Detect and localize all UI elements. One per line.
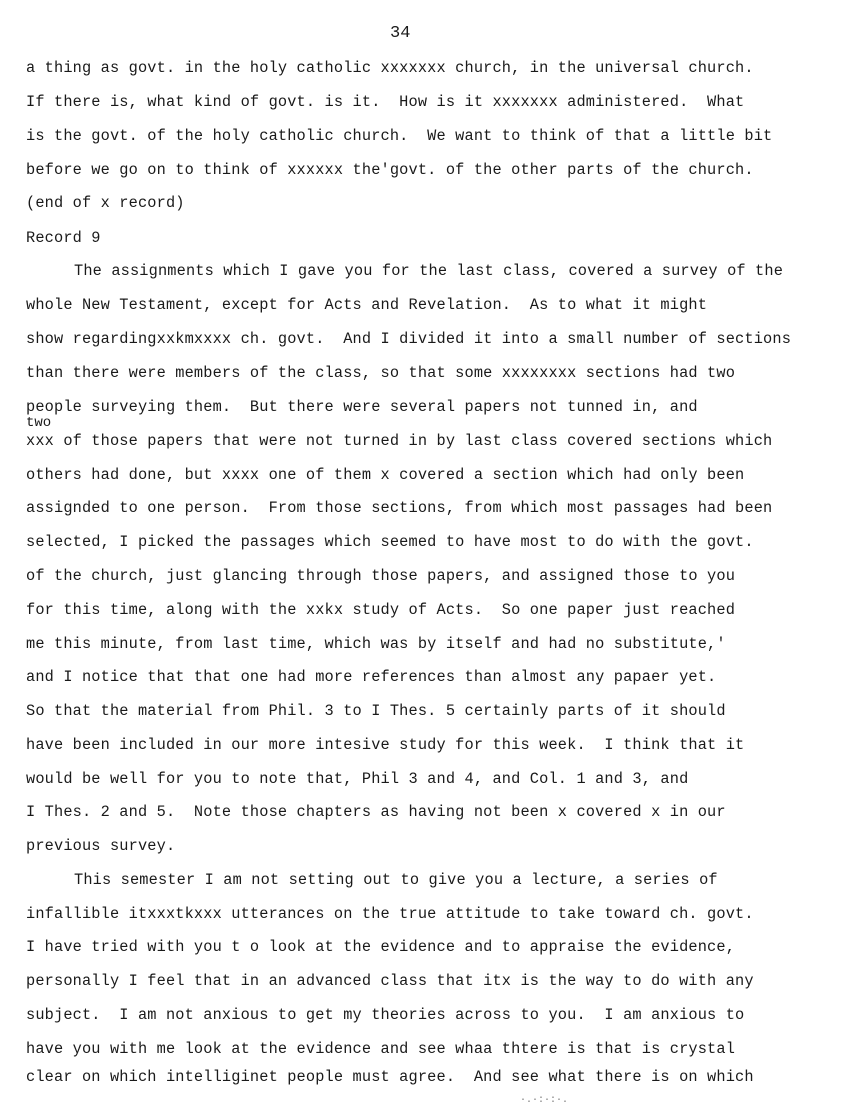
text-line: subject. I am not anxious to get my theories across to you. I am anxious to <box>26 1006 745 1024</box>
text-line: would be well for you to note that, Phil 3 and 4, and Col. 1 and 3, and <box>26 770 689 788</box>
scan-artifact: ·.·:·:·. <box>520 1095 569 1106</box>
text-line: clear on which intelliginet people must agree. And see what there is on which <box>26 1068 754 1086</box>
text-line: previous survey. <box>26 837 176 855</box>
text-line: personally I feel that in an advanced class that itx is the way to do with any <box>26 972 754 990</box>
text-line: me this minute, from last time, which was by itself and had no substitute,' <box>26 635 726 653</box>
text-line: people surveying them. But there were several papers not tunned in, and <box>26 398 698 416</box>
text-line: assignded to one person. From those sections, from which most passages had been <box>26 499 773 517</box>
text-line: (end of x record) <box>26 194 185 212</box>
page-number: 34 <box>390 24 411 43</box>
interlinear-insertion: two <box>26 415 52 431</box>
text-line: whole New Testament, except for Acts and Revelation. As to what it might <box>26 296 708 314</box>
text-line: I Thes. 2 and 5. Note those chapters as having not been x covered x in our <box>26 803 726 821</box>
text-line: selected, I picked the passages which seemed to have most to do with the govt. <box>26 533 754 551</box>
text-line: others had done, but xxxx one of them x covered a section which had only been <box>26 466 745 484</box>
text-line: So that the material from Phil. 3 to I Thes. 5 certainly parts of it should <box>26 702 726 720</box>
text-line: for this time, along with the xxkx study of Acts. So one paper just reached <box>26 601 736 619</box>
section-heading: Record 9 <box>26 229 101 247</box>
text-line: have you with me look at the evidence and see whaa thtere is that is crystal <box>26 1040 736 1058</box>
text-line: a thing as govt. in the holy catholic xxxxxxx church, in the universal church. <box>26 59 754 77</box>
text-line: and I notice that that one had more references than almost any papaer yet. <box>26 668 717 686</box>
text-line: have been included in our more intesive study for this week. I think that it <box>26 736 745 754</box>
text-line: before we go on to think of xxxxxx the'govt. of the other parts of the church. <box>26 161 754 179</box>
text-line: show regardingxxkmxxxx ch. govt. And I divided it into a small number of sections <box>26 330 792 348</box>
text-line: The assignments which I gave you for the last class, covered a survey of the <box>74 262 784 280</box>
text-line: of the church, just glancing through those papers, and assigned those to you <box>26 567 736 585</box>
text-line: is the govt. of the holy catholic church. We want to think of that a little bit <box>26 127 773 145</box>
text-line: than there were members of the class, so that some xxxxxxxx sections had two <box>26 364 736 382</box>
text-line: infallible itxxxtkxxx utterances on the true attitude to take toward ch. govt. <box>26 905 754 923</box>
text-line: xxx of those papers that were not turned in by last class covered sections which <box>26 432 773 450</box>
text-line: This semester I am not setting out to give you a lecture, a series of <box>74 871 718 889</box>
text-line: If there is, what kind of govt. is it. How is it xxxxxxx administered. What <box>26 93 745 111</box>
text-line: I have tried with you t o look at the evidence and to appraise the evidence, <box>26 938 736 956</box>
